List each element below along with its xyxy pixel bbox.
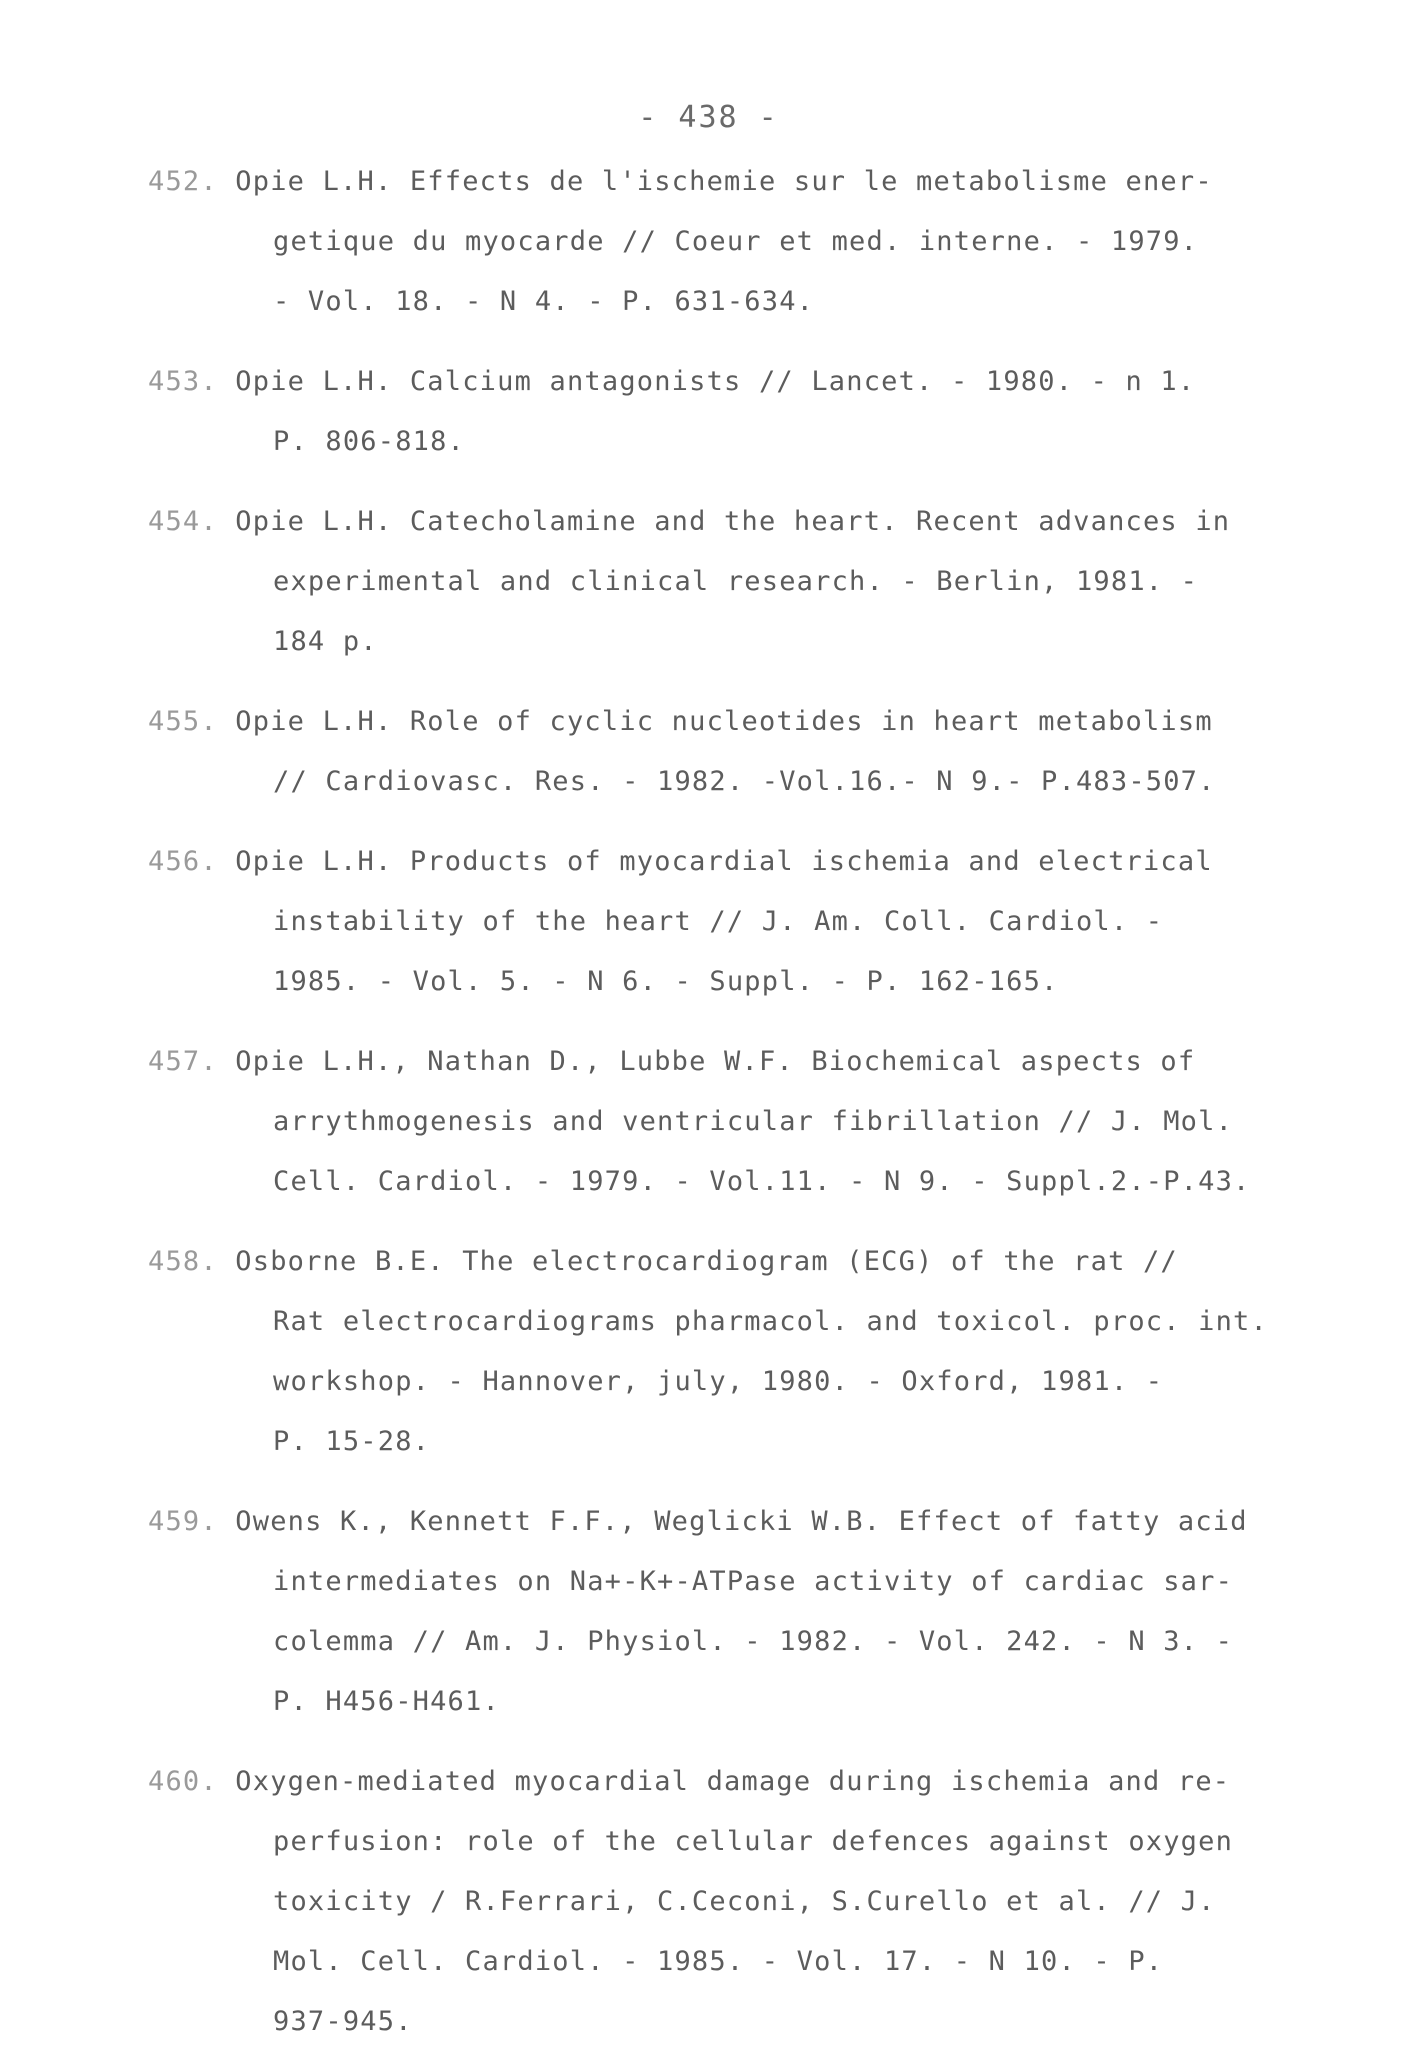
reference-continuation-line: Rat electrocardiograms pharmacol. and toxicol. proc. int.	[273, 1306, 1268, 1337]
reference-text: Opie L.H. Products of myocardial ischemia and electrical	[235, 846, 1213, 877]
reference-number: 454.	[148, 506, 218, 537]
reference-first-line	[148, 1492, 1328, 1552]
reference-first-line	[148, 1232, 1328, 1292]
reference-text: Owens K., Kennett F.F., Weglicki W.B. Effect of fatty acid	[235, 1506, 1248, 1537]
reference-continuation-line: Cell. Cardiol. - 1979. - Vol.11. - N 9. - Suppl.2.-P.43.	[273, 1166, 1251, 1197]
reference-first-line	[148, 832, 1328, 892]
reference-number: 455.	[148, 706, 218, 737]
reference-continuation-line: P. H456-H461.	[273, 1686, 500, 1717]
reference-continuation-line: intermediates on Na+-K+-ATPase activity of cardiac sar-	[273, 1566, 1234, 1597]
reference-entry	[148, 1492, 1328, 1732]
reference-first-line	[148, 692, 1328, 752]
reference-entry	[148, 1232, 1328, 1472]
reference-list	[148, 152, 1328, 2072]
reference-number: 459.	[148, 1506, 218, 1537]
reference-text: Opie L.H. Catecholamine and the heart. Recent advances in	[235, 506, 1231, 537]
reference-number: 460.	[148, 1766, 218, 1797]
reference-text: Opie L.H. Effects de l'ischemie sur le metabolisme ener-	[235, 166, 1213, 197]
reference-continuation-line: P. 15-28.	[273, 1426, 431, 1457]
reference-continuation-line: experimental and clinical research. - Berlin, 1981. -	[273, 566, 1199, 597]
reference-number: 452.	[148, 166, 218, 197]
reference-number: 457.	[148, 1046, 218, 1077]
reference-entry	[148, 492, 1328, 672]
reference-continuation-line: // Cardiovasc. Res. - 1982. -Vol.16.- N 9.- P.483-507.	[273, 766, 1216, 797]
reference-entry	[148, 1032, 1328, 1212]
reference-number: 453.	[148, 366, 218, 397]
reference-continuation-line: toxicity / R.Ferrari, C.Ceconi, S.Curello et al. // J.	[273, 1886, 1216, 1917]
reference-number: 456.	[148, 846, 218, 877]
reference-text: Opie L.H. Role of cyclic nucleotides in heart metabolism	[235, 706, 1213, 737]
reference-continuation-line: Mol. Cell. Cardiol. - 1985. - Vol. 17. - N 10. - P.	[273, 1946, 1164, 1977]
reference-continuation-line: 937-945.	[273, 2006, 413, 2037]
reference-continuation-line: 184 p.	[273, 626, 378, 657]
reference-continuation-line: P. 806-818.	[273, 426, 466, 457]
reference-continuation-line: getique du myocarde // Coeur et med. interne. - 1979.	[273, 226, 1199, 257]
reference-continuation-line: colemma // Am. J. Physiol. - 1982. - Vol. 242. - N 3. -	[273, 1626, 1234, 1657]
reference-entry	[148, 352, 1328, 472]
reference-text: Opie L.H. Calcium antagonists // Lancet. - 1980. - n 1.	[235, 366, 1196, 397]
reference-text: Oxygen-mediated myocardial damage during ischemia and re-	[235, 1766, 1231, 1797]
reference-text: Opie L.H., Nathan D., Lubbe W.F. Biochemical aspects of	[235, 1046, 1196, 1077]
reference-first-line	[148, 1752, 1328, 1812]
reference-continuation-line: instability of the heart // J. Am. Coll. Cardiol. -	[273, 906, 1164, 937]
reference-number: 458.	[148, 1246, 218, 1277]
reference-entry	[148, 1752, 1328, 2052]
reference-first-line	[148, 1032, 1328, 1092]
reference-continuation-line: - Vol. 18. - N 4. - P. 631-634.	[273, 286, 815, 317]
reference-continuation-line: arrythmogenesis and ventricular fibrillation // J. Mol.	[273, 1106, 1234, 1137]
reference-continuation-line: 1985. - Vol. 5. - N 6. - Suppl. - P. 162-165.	[273, 966, 1059, 997]
reference-continuation-line: workshop. - Hannover, july, 1980. - Oxford, 1981. -	[273, 1366, 1164, 1397]
reference-entry	[148, 152, 1328, 332]
reference-text: Osborne B.E. The electrocardiogram (ECG) of the rat //	[235, 1246, 1178, 1277]
reference-entry	[148, 692, 1328, 812]
reference-first-line	[148, 492, 1328, 552]
page-number: - 438 -	[638, 100, 779, 135]
reference-first-line	[148, 152, 1328, 212]
reference-first-line	[148, 352, 1328, 412]
reference-entry	[148, 832, 1328, 1012]
reference-continuation-line: perfusion: role of the cellular defences against oxygen	[273, 1826, 1234, 1857]
